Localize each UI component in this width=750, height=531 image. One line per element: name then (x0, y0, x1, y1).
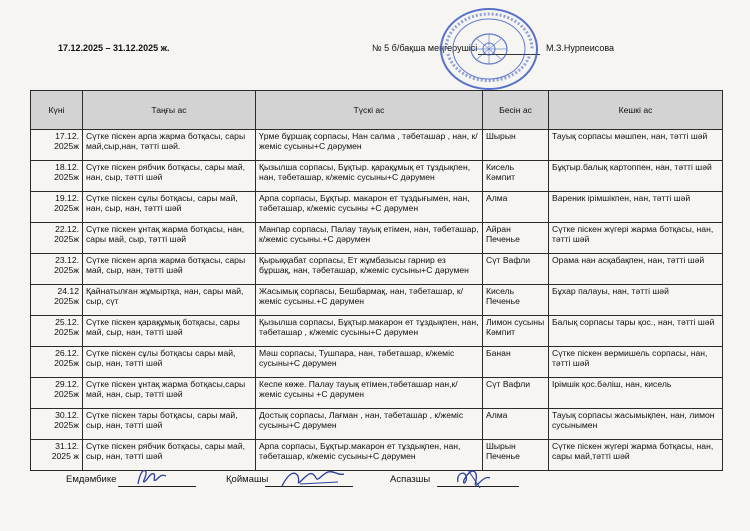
lunch-cell: Достық сорпасы, Лағман , нан, тәбеташар , к/жеміс сусыны+С дәрумен (256, 409, 483, 440)
dinner-cell: Тауық сорпасы жасымықпен, нан, лимон сусынымен (549, 409, 723, 440)
date-cell: 18.12. 2025ж (31, 161, 83, 192)
director-name: М.З.Нурпеисова (546, 43, 615, 53)
menu-table (30, 90, 723, 471)
dinner-cell: Тауық сорпасы мәшпен, нан, тәтті шәй (549, 130, 723, 161)
dinner-cell: Сүтке піскен жүгері жарма ботқасы, нан, сары май,тәтті шәй (549, 440, 723, 471)
snack-cell: Кисель Печенье (483, 285, 549, 316)
signature-block (0, 460, 750, 500)
period-label: 17.12.2025 – 31.12.2025 ж. (58, 43, 170, 53)
table-row (31, 130, 723, 161)
table-row (31, 254, 723, 285)
lunch-cell: Кеспе көже. Палау тауық етімен,тәбеташар нан,к/жеміс сусыны +С дәрумен (256, 378, 483, 409)
table-row (31, 285, 723, 316)
dinner-cell: Вареник ірімшікпен, нан, тәтті шәй (549, 192, 723, 223)
col-header-breakfast: Таңғы ас (83, 91, 256, 130)
seal-stamp (438, 6, 540, 92)
dinner-cell: Ірімшік қос.бәліш, нан, кисель (549, 378, 723, 409)
snack-cell: Шырын Печенье (483, 440, 549, 471)
lunch-cell: Қырыққабат сорпасы, Ет жұмбазысы гарнир ез бұршақ, нан, тәбеташар, к/жеміс сусыны+С дәрумен (256, 254, 483, 285)
snack-cell: Айран Печенье (483, 223, 549, 254)
date-cell: 30.12. 2025ж (31, 409, 83, 440)
breakfast-cell: Сүтке піскен рябчик ботқасы, сары май, сыр, нан, тәтті шәй (83, 440, 256, 471)
snack-cell: Сүт Вафли (483, 378, 549, 409)
snack-cell: Лимон сусыны Кәмпит (483, 316, 549, 347)
breakfast-cell: Сүтке піскен арпа жарма ботқасы, сары май,сыр,нан, тәтті шәй. (83, 130, 256, 161)
date-cell: 29.12. 2025ж (31, 378, 83, 409)
breakfast-cell: Сүтке піскен ұнтақ жарма ботқасы,сары май, нан, сыр, тәтті шәй (83, 378, 256, 409)
snack-cell: Шырын (483, 130, 549, 161)
cook-label: Аспазшы (390, 474, 431, 485)
date-cell: 23.12. 2025ж (31, 254, 83, 285)
table-row (31, 192, 723, 223)
lunch-cell: Арпа сорпасы, Бұқтыр.макарон ет тұздықпен, нан, тәбеташар, к/жеміс сусыны+С дәрумен (256, 440, 483, 471)
lunch-cell: Үрме бұршақ сорпасы, Нан салма , тәбеташар , нан, к/жеміс сусыны+С дәрумен (256, 130, 483, 161)
lunch-cell: Қызылша сорпасы, Бұқтыр.макарон ет тұздықпен, нан, тәбеташар , к/жеміс сусыны+С дәрумен (256, 316, 483, 347)
table-row (31, 347, 723, 378)
table-row (31, 378, 723, 409)
table-row (31, 223, 723, 254)
date-cell: 26.12. 2025ж (31, 347, 83, 378)
breakfast-cell: Сүтке піскен қарақұмық ботқасы, сары май, сыр, нан, тәтті шәй (83, 316, 256, 347)
approval-label: № 5 б/бақша меңгерушісі (372, 43, 478, 53)
dinner-cell: Орама нан асқабақпен, нан, тәтті шәй (549, 254, 723, 285)
date-cell: 17.12. 2025ж (31, 130, 83, 161)
breakfast-cell: Қайнатылған жұмыртқа, нан, сары май, сыр, сүт (83, 285, 256, 316)
lunch-cell: Мәш сорпасы, Тушпара, нан, тәбеташар, к/жеміс сусыны+С дәрумен (256, 347, 483, 378)
breakfast-cell: Сүтке піскен сұлы ботқасы сары май, сыр, нан, тәтті шәй (83, 347, 256, 378)
lunch-cell: Арпа сорпасы, Бұқтыр. макарон ет тұздығымен, нан, тәбеташар, к/жеміс сусыны +С дәрумен (256, 192, 483, 223)
dinner-cell: Сүтке піскен жүгері жарма ботқасы, нан, тәтті шәй (549, 223, 723, 254)
dinner-cell: Бұхар палауы, нан, тәтті шәй (549, 285, 723, 316)
breakfast-cell: Сүтке піскен ұнтақ жарма ботқасы, нан, сары май, сыр, тәтті шәй (83, 223, 256, 254)
snack-cell: Сүт Вафли (483, 254, 549, 285)
snack-cell: Банан (483, 347, 549, 378)
lunch-cell: Жасымық сорпасы, Бешбармақ, нан, тәбеташар, к/жеміс сусыны.+С дәрумен (256, 285, 483, 316)
nurse-signature (132, 464, 172, 490)
dinner-cell: Балық сорпасы тары қос., нан, тәтті шәй (549, 316, 723, 347)
date-cell: 22.12. 2025ж (31, 223, 83, 254)
date-cell: 25.12. 2025ж (31, 316, 83, 347)
breakfast-cell: Сүтке піскен арпа жарма ботқасы, сары май, сыр, нан, тәтті шәй (83, 254, 256, 285)
table-row (31, 316, 723, 347)
lunch-cell: Қызылша сорпасы, Бұқтыр. қарақұмық ет тұздықпен, нан, тәбеташар, к/жеміс сусыны+С дәрумен (256, 161, 483, 192)
dinner-cell: Сүтке піскен вермишель сорпасы, нан, тәтті шәй (549, 347, 723, 378)
nurse-label: Емдәмбике (66, 474, 117, 485)
dinner-cell: Бұқтыр.балық картоппен, нан, тәтті шәй (549, 161, 723, 192)
table-row (31, 409, 723, 440)
cook-signature (450, 464, 494, 492)
col-header-date: Күні (31, 91, 83, 130)
breakfast-cell: Сүтке піскен сұлы ботқасы, сары май, нан, сыр, нан, тәтті шәй (83, 192, 256, 223)
table-row (31, 161, 723, 192)
col-header-snack: Бесін ас (483, 91, 549, 130)
date-cell: 19.12. 2025ж (31, 192, 83, 223)
date-cell: 31.12. 2025 ж (31, 440, 83, 471)
snack-cell: Кисель Кәмпит (483, 161, 549, 192)
breakfast-cell: Сүтке піскен тары ботқасы, сары май, сыр, нан, тәтті шәй (83, 409, 256, 440)
date-cell: 24.12 2025ж (31, 285, 83, 316)
breakfast-cell: Сүтке піскен рябчик ботқасы, сары май, нан, сыр, тәтті шәй (83, 161, 256, 192)
col-header-dinner: Кешкі ас (549, 91, 723, 130)
col-header-lunch: Түскі ас (256, 91, 483, 130)
snack-cell: Алма (483, 192, 549, 223)
table-header-row (31, 91, 723, 130)
storekeeper-label: Қоймашы (226, 474, 269, 485)
lunch-cell: Манпар сорпасы, Палау тауық етімен, нан, тәбеташар, к/жеміс сусыны.+С дәрумен (256, 223, 483, 254)
snack-cell: Алма (483, 409, 549, 440)
storekeeper-signature (278, 464, 348, 492)
